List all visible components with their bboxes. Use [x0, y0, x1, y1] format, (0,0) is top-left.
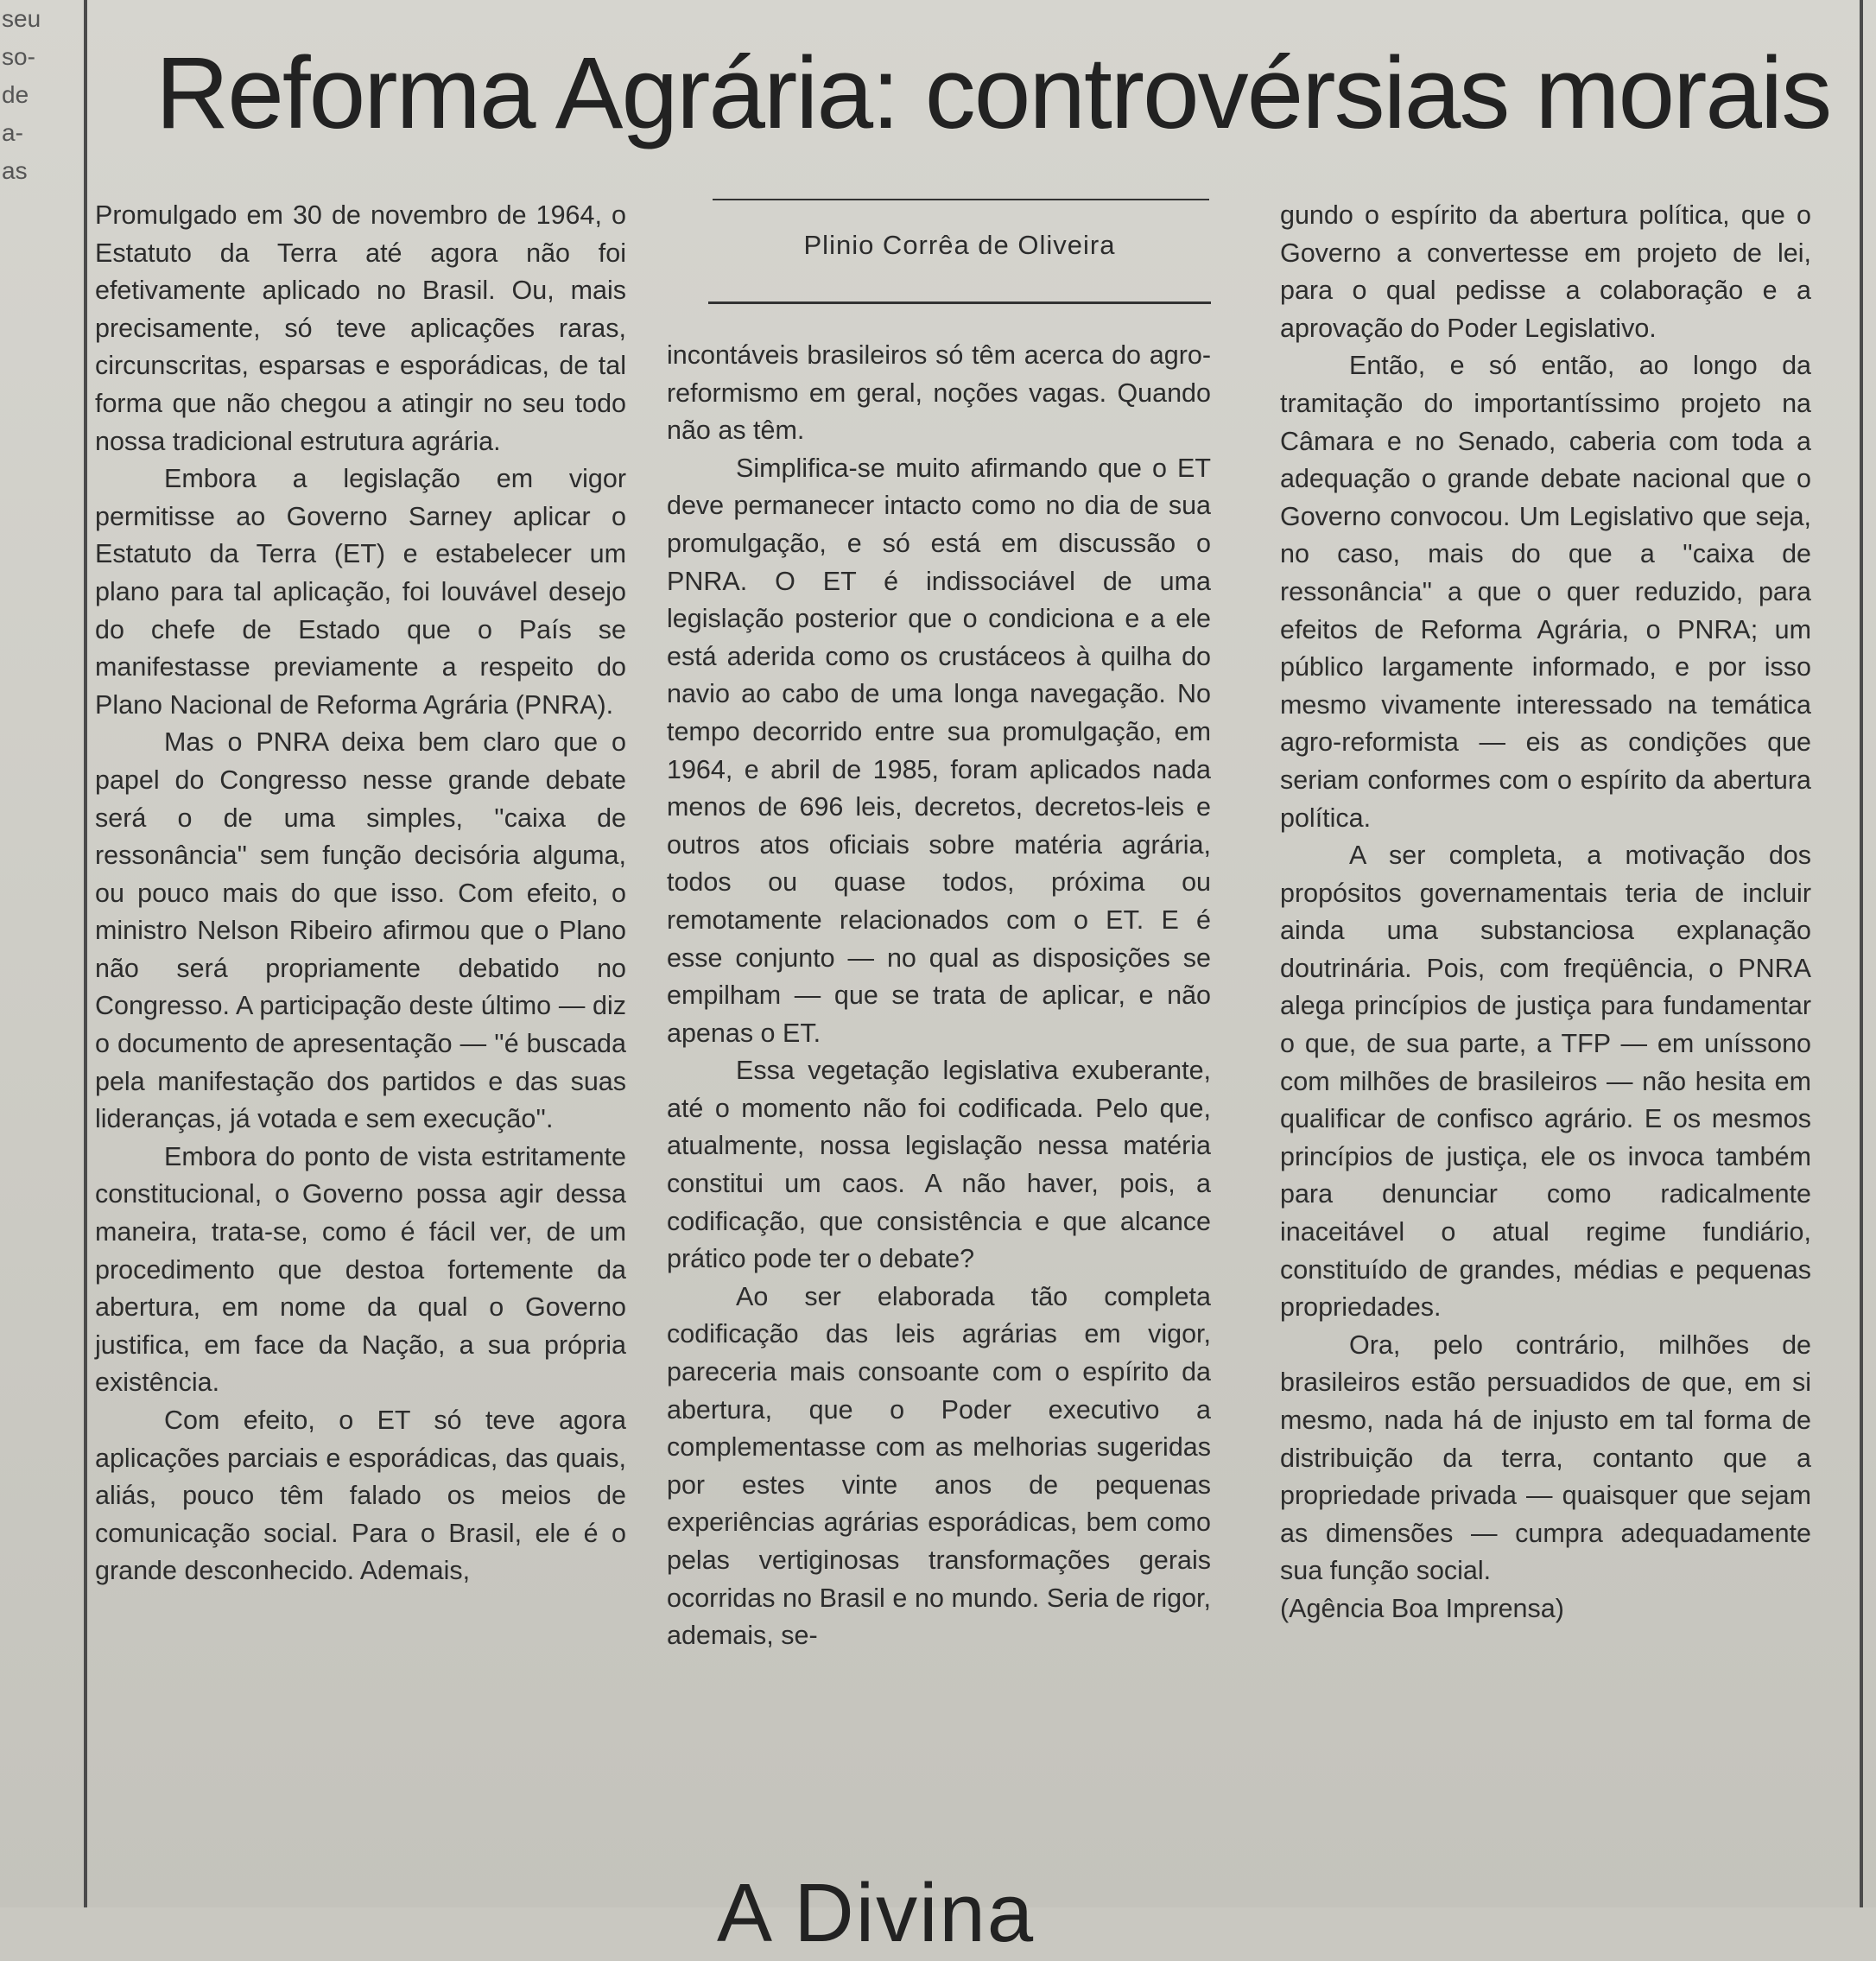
- fragment: a-: [2, 119, 23, 146]
- paragraph: A ser completa, a motivação dos propósitos governamentais teria de incluir ainda uma substanciosa explanação doutrinária. Pois, com freqüência, o PNRA alega princípios de justiça para fundamentar o que, de sua parte, a TFP — em uníssono com milhões de brasileiros — não hesita em qualificar de confisco agrário. E os mesmos princípios de justiça, ele os invoca também para denunciar como radicalmente inaceitável o atual regime fundiário, constituído de grandes, médias e pequenas propriedades.: [1280, 841, 1811, 1323]
- fragment: as: [2, 157, 28, 184]
- fragment: de: [2, 81, 29, 108]
- paragraph: Com efeito, o ET só teve agora aplicações parciais e esporádicas, das quais, aliás, pouco têm falado os meios de comunicação social. Para o Brasil, ele é o grande desconhecido. Ademais,: [95, 1406, 626, 1586]
- paragraph: Embora do ponto de vista estritamente constitucional, o Governo possa agir dessa maneira, trata-se, como é fácil ver, de um procedimento que destoa fortemente da abertura, em nome da qual o Governo justifica, em face da Nação, a sua própria existência.: [95, 1141, 626, 1398]
- right-column-rule: [1860, 0, 1863, 1907]
- paragraph: Ao ser elaborada tão completa codificação das leis agrárias em vigor, pareceria mais consoante com o espírito da abertura, que o Poder executivo a complementasse com as melhorias sugeridas por estes vinte anos de pequenas experiências agrárias esporádicas, bem como pelas vertiginosas transformações gerais ocorridas no Brasil e no mundo. Seria de rigor, ademais, se-: [667, 1281, 1211, 1651]
- paragraph: gundo o espírito da abertura política, que o Governo a convertesse em projeto de lei, para o qual pedisse a colaboração e a aprovação do Poder Legislativo.: [1280, 200, 1811, 343]
- paragraph: Promulgado em 30 de novembro de 1964, o Estatuto da Terra até agora não foi efetivamente aplicado no Brasil. Ou, mais precisamente, só teve aplicações raras, circunscritas, esparsas e esporádicas, de tal forma que não chegou a atingir no seu todo nossa tradicional estrutura agrária.: [95, 200, 626, 456]
- left-column-rule: [84, 0, 87, 1907]
- article-headline: Reforma Agrária: controvérsias morais: [155, 36, 1831, 150]
- paragraph: Mas o PNRA deixa bem claro que o papel do Congresso nesse grande debate será o de uma simples, ''caixa de ressonância'' sem função decisória alguma, ou pouco mais do que isso. Com efeito, o ministro Nelson Ribeiro afirmou que o Plano não será propriamente debatido no Congresso. A participação deste último — diz o documento de apresentação — ''é buscada pela manifestação dos partidos e das suas lideranças, já votada e sem execução''.: [95, 727, 626, 1134]
- paragraph: incontáveis brasileiros só têm acerca do agro-reformismo em geral, noções vagas. Quando não as têm.: [667, 340, 1211, 446]
- paragraph: Simplifica-se muito afirmando que o ET deve permanecer intacto como no dia de sua promulgação, e só está em discussão o PNRA. O ET é indissociável de uma legislação posterior que o condiciona e a ele está aderida como os crustáceos à quilha do navio ao cabo de uma longa navegação. No tempo decorrido entre sua promulgação, em 1964, e abril de 1985, foram aplicados nada menos de 696 leis, decretos, decretos-leis e outros atos oficiais sobre matéria agrária, todos ou quase todos, próxima ou remotamente relacionados com o ET. E é esse conjunto — no qual as disposições se empilham — que se trata de aplicar, e não apenas o ET.: [667, 453, 1211, 1048]
- article-column-2: [667, 337, 1211, 1655]
- paragraph: Embora a legislação em vigor permitisse ao Governo Sarney aplicar o Estatuto da Terra (ET) e estabelecer um plano para tal aplicação, foi louvável desejo do chefe de Estado que o País se manifestasse previamente a respeito do Plano Nacional de Reforma Agrária (PNRA).: [95, 464, 626, 720]
- article-source: (Agência Boa Imprensa): [1280, 1593, 1564, 1623]
- fragment: seu: [2, 5, 41, 32]
- paragraph: Ora, pelo contrário, milhões de brasileiros estão persuadidos de que, em si mesmo, nada há de injusto em tal forma de distribuição da terra, contanto que a propriedade privada — quaisquer que sejam as dimensões — cumpra adequadamente sua função social.: [1280, 1330, 1811, 1586]
- next-article-headline-fragment: A Divina: [717, 1867, 1036, 1959]
- byline-rule-bottom: [708, 301, 1211, 304]
- paragraph: Então, e só então, ao longo da tramitação do importantíssimo projeto na Câmara e no Senado, caberia com toda a adequação o grande debate nacional que o Governo convocou. Um Legislativo que seja, no caso, mais do que a ''caixa de ressonância'' a que o quer reduzido, para efeitos de Reforma Agrária, o PNRA; um público largamente informado, e por isso mesmo vivamente interessado na temática agro-reformista — eis as condições que seriam conformes com o espírito da abertura política.: [1280, 351, 1811, 833]
- author-byline: Plinio Corrêa de Oliveira: [803, 230, 1116, 260]
- paragraph: Essa vegetação legislativa exuberante, até o momento não foi codificada. Pelo que, atualmente, nossa legislação nessa matéria constitui um caos. A não haver, pois, a codificação, que consistência e que alcance prático pode ter o debate?: [667, 1056, 1211, 1274]
- adjacent-column-fragments: [0, 0, 71, 190]
- article-column-1: [95, 197, 626, 1590]
- fragment: so-: [2, 43, 35, 70]
- article-column-3: [1280, 197, 1811, 1628]
- byline-rule-top: [713, 199, 1209, 200]
